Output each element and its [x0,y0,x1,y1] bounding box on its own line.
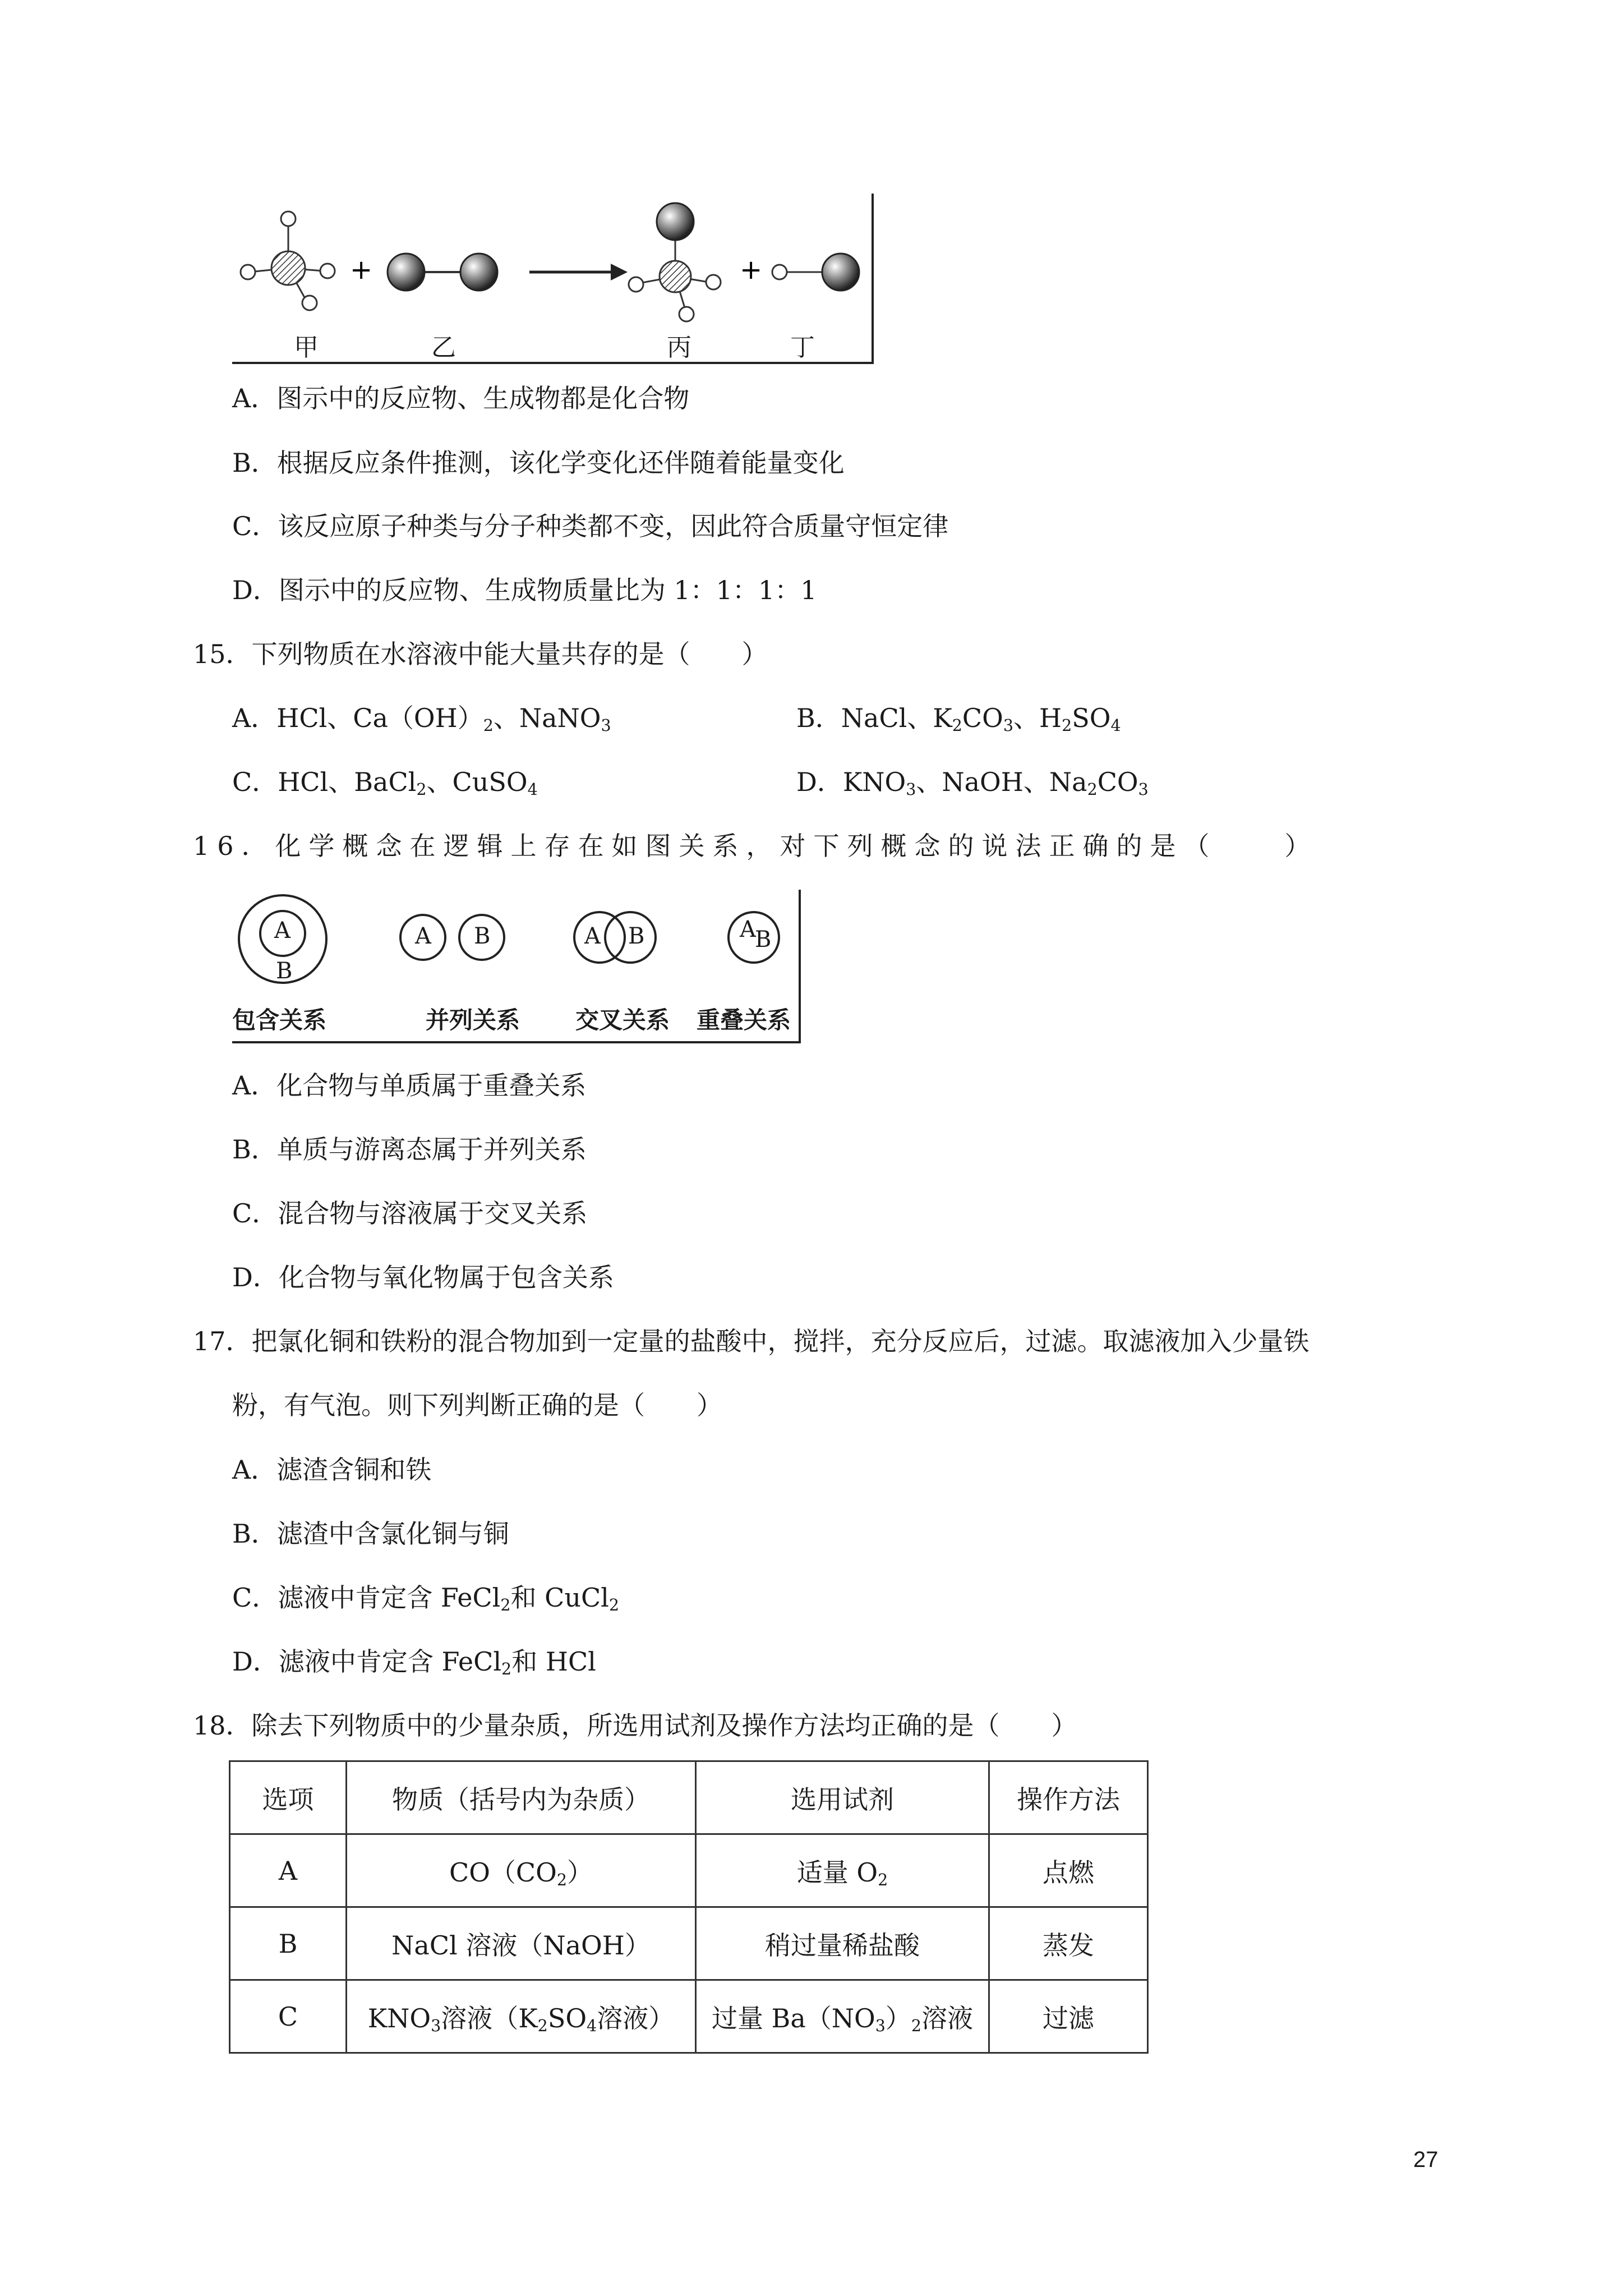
table-row [230,1907,1148,1980]
molecule-bing [629,203,721,321]
row-a-substance: $CO(CO_2)$ [347,1834,696,1907]
q16-stem: 16．化学概念在逻辑上存在如图关系，对下列概念的说法正确的是（ ） [193,831,1318,861]
header-option: 选项 [230,1761,347,1834]
q14-option-a: A．图示中的反应物、生成物都是化合物 [232,383,690,413]
q15-option-b: B．NaCl、$K_2CO_3$、$H_2SO_4$ [796,703,1121,735]
q16-option-c: C．混合物与溶液属于交叉关系 [232,1198,588,1228]
relation-circles-svg [232,890,799,1002]
overlap-a: A [740,917,756,942]
q17-option-d: D．滤液中肯定含 FeCl$_2$和 HCl [232,1646,596,1679]
contain-a: A [274,918,291,944]
q17-stem-line1: 17．把氯化铜和铁粉的混合物加到一定量的盐酸中，搅拌，充分反应后，过滤。取滤液加入少量铁 [193,1326,1310,1356]
reaction-arrow [529,264,628,280]
table-row [230,1980,1148,2053]
label-yi: 乙 [431,333,456,362]
table-row [230,1834,1148,1907]
q15-option-a: A．HCl、$Ca(OH)_2$、NaNO$_3$ [232,703,611,735]
q15-option-d: D．$KNO_3$、NaOH、$Na_2CO_3$ [796,767,1149,799]
q16-option-b: B．单质与游离态属于并列关系 [232,1134,587,1165]
row-a-method: 点燃 [989,1834,1148,1907]
q14-option-d: D．图示中的反应物、生成物质量比为 1：1：1：1 [232,575,817,605]
row-c-method: 过滤 [989,1980,1148,2053]
q16-option-d: D．化合物与氧化物属于包含关系 [232,1262,614,1292]
q17-option-c: C．滤液中肯定含 FeCl$_2$和 CuCl$_2$ [232,1582,620,1615]
row-c-reagent: 过量 $Ba(NO_3)_2$溶液 [696,1980,989,2053]
q18-table [229,1760,1149,2054]
label-bing: 丙 [667,333,691,362]
molecule-ding [772,254,859,291]
relation-parallel-label: 并列关系 [426,1006,520,1034]
cross-a: A [584,923,601,949]
parallel-a: A [415,923,431,949]
reaction-diagram [232,194,874,364]
q17-option-b: B．滤渣中含氯化铜与铜 [232,1519,509,1549]
parallel-b: B [474,923,491,949]
header-substance: 物质（括号内为杂质） [347,1761,696,1834]
q14-option-c: C．该反应原子种类与分子种类都不变，因此符合质量守恒定律 [232,511,949,541]
molecule-yi [388,254,497,291]
relation-cross-label: 交叉关系 [575,1006,670,1034]
q15-stem: 15．下列物质在水溶液中能大量共存的是（ ） [193,639,768,669]
label-jia: 甲 [294,333,319,362]
page-number: 27 [1413,2147,1438,2172]
header-reagent: 选用试剂 [696,1761,989,1834]
overlap-b: B [755,927,772,953]
cross-b: B [628,923,645,949]
row-b-reagent: 稍过量稀盐酸 [696,1907,989,1980]
q17-option-a: A．滤渣含铜和铁 [232,1455,432,1485]
row-a-option: A [230,1834,347,1907]
row-b-method: 蒸发 [989,1907,1148,1980]
reaction-diagram-svg [232,194,872,362]
header-method: 操作方法 [989,1761,1148,1834]
row-b-substance: NaCl 溶液（NaOH） [347,1907,696,1980]
molecule-jia [241,211,335,310]
row-a-reagent: 适量 $O_2$ [696,1834,989,1907]
table-header-row [230,1761,1148,1834]
concept-relation-diagram [232,890,801,1043]
q14-option-b: B．根据反应条件推测，该化学变化还伴随着能量变化 [232,448,845,478]
plus-sign-2: + [740,254,763,286]
plus-sign: + [350,254,373,286]
row-c-option: C [230,1980,347,2053]
label-ding: 丁 [790,333,815,362]
q15-option-c: C．HCl、BaCl$_2$、CuSO$_4$ [232,767,538,799]
q17-stem-line2: 粉，有气泡。则下列判断正确的是（ ） [232,1390,722,1420]
relation-contain-label: 包含关系 [232,1006,327,1034]
relation-overlap-label: 重叠关系 [697,1006,791,1034]
contain-b: B [276,958,293,984]
q16-option-a: A．化合物与单质属于重叠关系 [232,1070,587,1101]
q18-stem: 18．除去下列物质中的少量杂质，所选用试剂及操作方法均正确的是（ ） [193,1710,1077,1741]
row-b-option: B [230,1907,347,1980]
row-c-substance: $KNO_3$溶液（$K_2SO_4$溶液） [347,1980,696,2053]
